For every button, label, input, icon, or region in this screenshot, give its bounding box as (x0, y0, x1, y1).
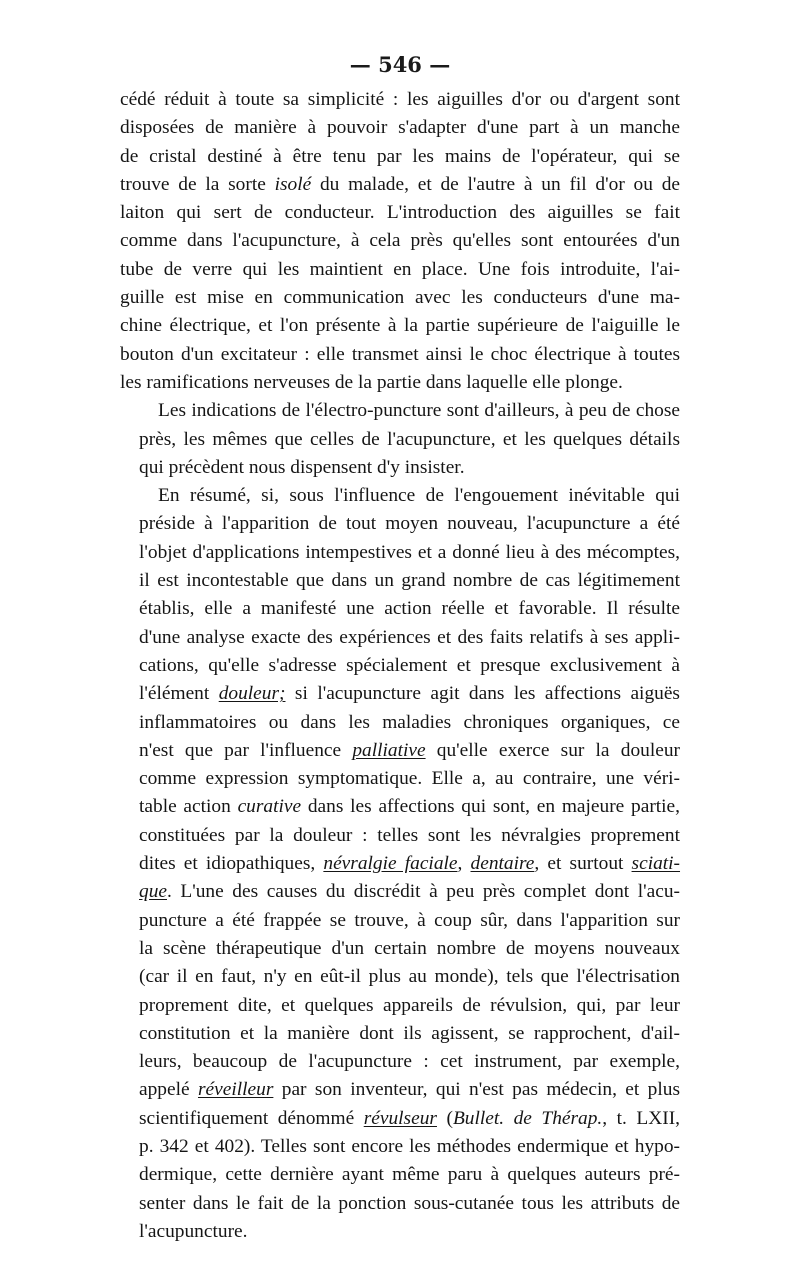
text-run: table action (139, 796, 238, 818)
text-run: leurs, beaucoup de l'acupuncture : cet instrument, par exemple, (139, 1051, 680, 1073)
text-line (120, 595, 680, 623)
text-line (120, 454, 680, 482)
italic-term: Bullet. de Thérap. (452, 1107, 603, 1129)
text-line (120, 482, 680, 510)
text-line (120, 737, 680, 765)
text-line (120, 822, 680, 850)
page-number: — 546 — (349, 52, 451, 77)
text-run: établis, elle a manifesté une action réelle et favorable. Il résulte (139, 598, 680, 620)
emphasized-term: névralgie faciale (323, 853, 458, 875)
text-line (120, 1076, 680, 1104)
text-run: Les indications de l'électro-puncture sont d'ailleurs, à peu de chose (158, 400, 680, 422)
text-run: l'objet d'applications intempestives et a donné lieu à des mécomptes, (139, 541, 680, 563)
text-run: cédé réduit à toute sa simplicité : les aiguilles d'or ou d'argent sont (120, 89, 680, 110)
text-line (120, 850, 680, 878)
text-line (120, 227, 680, 255)
text-run: guille est mise en communication avec les conducteurs d'une ma- (120, 287, 680, 309)
text-run: qui précèdent nous dispensent d'y insister. (139, 456, 465, 478)
text-line (120, 567, 680, 595)
text-run: laiton qui sert de conducteur. L'introduction des aiguilles se fait (120, 202, 680, 224)
paragraph (120, 397, 680, 482)
text-line (120, 793, 680, 821)
text-run: puncture a été frappée se trouve, à coup sûr, dans l'apparition sur (139, 909, 680, 931)
text-run: inflammatoires ou dans les maladies chroniques organiques, ce (139, 711, 680, 733)
text-line (120, 284, 680, 312)
text-line (120, 171, 680, 199)
text-run: , (457, 853, 471, 875)
text-line (120, 907, 680, 935)
emphasized-term: sciati- (631, 853, 681, 875)
text-line (120, 1020, 680, 1048)
text-run: constitution et la manière dont ils agissent, se rapprochent, d'ail- (139, 1022, 680, 1044)
text-line (120, 539, 680, 567)
text-run: si l'acupuncture agit dans les affections aiguës (285, 683, 680, 705)
text-line (120, 143, 680, 171)
text-line (120, 765, 680, 793)
text-run: les ramifications nerveuses de la partie dans laquelle elle plonge. (120, 371, 623, 393)
emphasized-term: que (139, 881, 167, 903)
emphasized-term: réveilleur (197, 1079, 274, 1101)
text-line (120, 397, 680, 425)
text-line (120, 86, 680, 114)
text-line (120, 510, 680, 538)
text-run: il est incontestable que dans un grand nombre de cas légitimement (139, 570, 680, 592)
text-run: l'acupuncture. (139, 1220, 248, 1242)
text-line (120, 1190, 680, 1218)
text-line (120, 709, 680, 737)
text-run: la scène thérapeutique d'un certain nombre de moyens nouveaux (139, 937, 680, 959)
text-run: dermique, cette dernière ayant même paru à quelques auteurs pré- (139, 1164, 680, 1186)
text-run: bouton d'un excitateur : elle transmet ainsi le choc électrique à toutes (120, 343, 680, 365)
text-run: appelé (139, 1079, 198, 1101)
emphasized-term: douleur; (218, 683, 286, 705)
text-line (120, 935, 680, 963)
text-line (120, 1048, 680, 1076)
text-run: d'une analyse exacte des expériences et des faits relatifs à ses appli- (139, 626, 680, 648)
text-line (120, 1161, 680, 1189)
text-run: comme dans l'acupuncture, à cela près qu'elles sont entourées d'un (120, 230, 680, 252)
text-line (120, 341, 680, 369)
text-run: p. 342 et 402). Telles sont encore les méthodes endermique et hypo- (139, 1135, 680, 1157)
emphasized-term: révulseur (363, 1107, 437, 1129)
text-line (120, 992, 680, 1020)
text-line (120, 1133, 680, 1161)
text-line (120, 426, 680, 454)
text-run: En résumé, si, sous l'influence de l'engouement inévitable qui (158, 485, 680, 507)
text-line (120, 680, 680, 708)
emphasized-term: dentaire (470, 853, 535, 875)
paragraph (120, 482, 680, 1246)
text-run: dans les affections qui sont, en majeure partie, (301, 796, 680, 818)
text-run: (car il en faut, n'y en eût-il plus au monde), tels que l'électrisation (139, 966, 680, 988)
text-run: , t. LXII, (602, 1107, 681, 1129)
text-line (120, 1105, 680, 1133)
text-run: près, les mêmes que celles de l'acupuncture, et les quelques détails (139, 428, 680, 450)
text-line (120, 312, 680, 340)
italic-term: isolé (274, 173, 312, 195)
text-run: proprement dite, et quelques appareils de révulsion, qui, par leur (139, 994, 680, 1016)
text-run: dites et idiopathiques, (139, 853, 324, 875)
text-line (120, 624, 680, 652)
text-run: l'élément (139, 683, 219, 705)
text-run: qu'elle exerce sur la douleur (425, 739, 680, 761)
text-run: senter dans le fait de la ponction sous-cutanée tous les attributs de (139, 1192, 680, 1214)
text-run: ( (436, 1107, 453, 1129)
text-line (120, 369, 680, 397)
text-line (120, 256, 680, 284)
text-run: par son inventeur, qui n'est pas médecin, et plus (273, 1079, 680, 1101)
text-run: cations, qu'elle s'adresse spécialement et presque exclusivement à (139, 654, 680, 676)
text-run: du malade, et de l'autre à un fil d'or ou de (311, 173, 680, 195)
paragraph (120, 86, 680, 397)
italic-term: curative (237, 796, 302, 818)
text-run: n'est que par l'influence (139, 739, 353, 761)
text-line (120, 199, 680, 227)
text-line (120, 878, 680, 906)
text-line (120, 114, 680, 142)
text-run: chine électrique, et l'on présente à la partie supérieure de l'aiguille le (120, 315, 680, 337)
text-line (120, 652, 680, 680)
text-run: comme expression symptomatique. Elle a, au contraire, une véri- (139, 768, 680, 790)
text-run: disposées de manière à pouvoir s'adapter d'une part à un manche (120, 117, 680, 139)
emphasized-term: palliative (352, 739, 426, 761)
body-text (120, 86, 680, 1246)
text-run: trouve de la sorte (120, 173, 275, 195)
text-run: constituées par la douleur : telles sont les névralgies proprement (139, 824, 680, 846)
text-run: , et surtout (534, 853, 632, 875)
text-run: . L'une des causes du discrédit à peu près complet dont l'acu- (167, 881, 680, 903)
text-line (120, 1218, 680, 1246)
text-line (120, 963, 680, 991)
text-run: scientifiquement dénommé (139, 1107, 364, 1129)
text-run: préside à l'apparition de tout moyen nouveau, l'acupuncture a été (139, 513, 680, 535)
text-run: tube de verre qui les maintient en place. Une fois introduite, l'ai- (120, 258, 680, 280)
text-run: de cristal destiné à être tenu par les mains de l'opérateur, qui se (120, 145, 680, 167)
